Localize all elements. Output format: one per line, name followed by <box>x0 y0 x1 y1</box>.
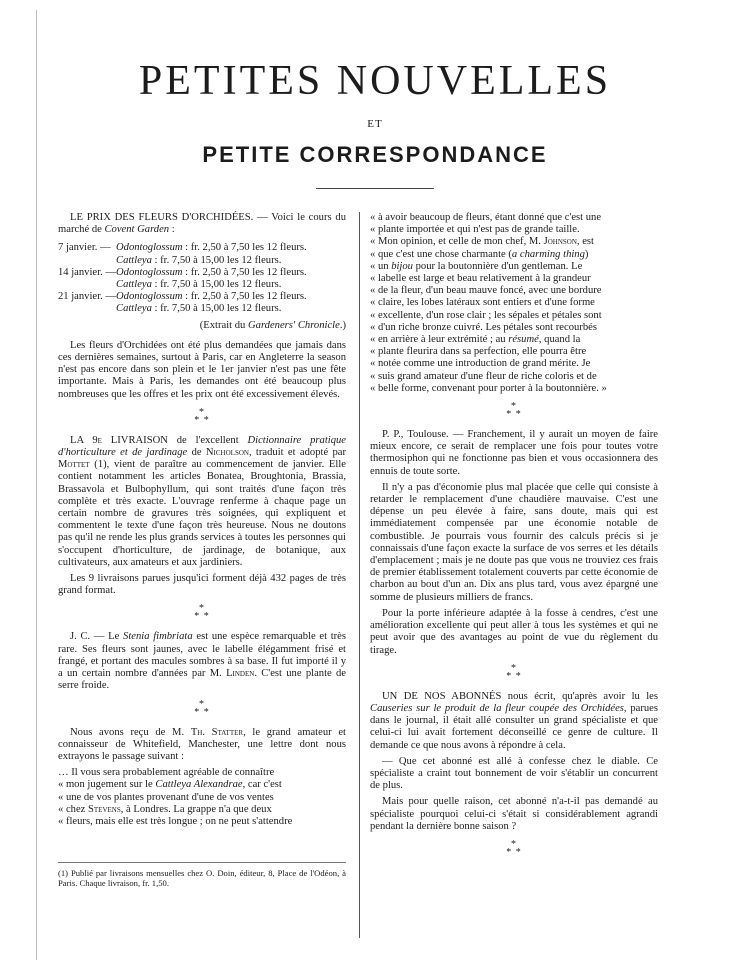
quote-line: « que c'est une chose charmante (a charming thing) <box>370 248 589 260</box>
jc-paragraph: J. C. — Le Stenia fimbriata est une espèce remarquable et très rare. Ses fleurs sont jaunes, avec le labelle élégamment frisé et frangé, et portant des macules sombres à sa base. Il fut importé il y a un certain nombre d'années par M. Linden. C'est une plante de serre froide. <box>58 631 347 692</box>
quote-line: « plante importée et qui n'est pas de grande taille. <box>370 224 580 236</box>
price-list <box>58 242 346 315</box>
price-row: 7 janvier. — Odontoglossum : fr. 2,50 à 7,50 les 12 fleurs. <box>58 242 307 254</box>
pp-paragraph: P. P., Toulouse. — Franchement, il y aurait un moyen de faire mieux encore, ce serait de remplacer une fois pour toutes votre thermosiphon qui ne fonctionne pas bien et vous occasionnera des ennuis de toute sorte. <box>370 429 658 477</box>
livraison-pages: Les 9 livraisons parues jusqu'ici forment déjà 432 pages de très grand format. <box>58 573 346 597</box>
section-separator: * * * <box>506 401 522 421</box>
quote-line: « Mon opinion, et celle de mon chef, M. Johnson, est <box>370 236 594 248</box>
quote-line: « notée comme une introduction de grand mérite. Je <box>370 358 591 370</box>
price-row: 21 janvier. — Odontoglossum : fr. 2,50 à 7,50 les 12 fleurs. <box>58 291 307 303</box>
abonne-paragraph: UN DE NOS ABONNÉS nous écrit, qu'après avoir lu les Causeries sur le produit de la fleur coupée des Orchidées, parues dans le journal, il était allé consulter un grand spécialiste et que celui-ci lui avait fortement déconseillé ce genre de culture. Il demande ce que nous avons à répondre à cela. <box>370 690 658 751</box>
price-row: 14 janvier. — Odontoglossum : fr. 2,50 à 7,50 les 12 fleurs. <box>58 266 307 278</box>
statter-paragraph: Nous avons reçu de M. Th. Statter, le grand amateur et connaisseur de Whitefield, Manchester, une lettre dont nous extrayons le passage suivant : <box>58 726 346 762</box>
footnote-rule <box>58 862 346 863</box>
price-row: Cattleya : fr. 7,50 à 15,00 les 12 fleurs. <box>116 279 282 291</box>
quote-line: … Il vous sera probablement agréable de connaître <box>58 767 275 779</box>
footnote: (1) Publié par livraisons mensuelles chez O. Doin, éditeur, 8, Place de l'Odéon, à Paris. Chaque livraison, fr. 1,50. <box>58 868 346 889</box>
section-separator: * * * <box>506 662 522 682</box>
quote-line: « de la fleur, d'un beau mauve foncé, avec une bordure <box>370 285 602 297</box>
column-divider <box>359 212 360 938</box>
price-row: Cattleya : fr. 7,50 à 15,00 les 12 fleurs. <box>116 303 282 315</box>
prix-body: Les fleurs d'Orchidées ont été plus demandées que jamais dans ces dernières semaines, surtout à Paris, car en Angleterre la season n'est pas encore dans son plein et le 1er janvier n'est pas une fête importante. Mais à Paris, les demandes ont été beaucoup plus nombreuses que les offres et les prix ont été excessivement élevés. <box>58 339 346 400</box>
page-title: PETITES NOUVELLES <box>138 58 612 104</box>
section-separator: * * * <box>194 698 210 718</box>
livraison-paragraph: LA 9e LIVRAISON de l'excellent Dictionnaire pratique d'horticulture et de jardinage de Nicholson, traduit et adopté par Mottet (1), vient de paraître au commencement de janvier. Elle contient notamment les articles Bonatea, Broughtonia, Brassia, Brassavola et Bulbophyllum, qui sont traités d'une façon très complète et très exacte. L'ouvrage renferme à chaque page un certain nombre de gravures très soignées, qui expliquent et commentent le texte d'une façon très heureuse. Nous ne doutons pas qu'il ne rende les plus grands services à toutes les personnes qui s'occupent d'horticulture, de jardinage, de botanique, aux cultivateurs, aux amateurs et aux jardiniers. <box>58 434 347 568</box>
prix-paragraph: LE PRIX DES FLEURS D'ORCHIDÉES. — Voici le cours du marché de Covent Garden : <box>58 212 347 236</box>
quote-line: « fleurs, mais elle est très longue ; on ne peut s'attendre <box>58 815 293 827</box>
abonne-paragraph-3: Mais pour quelle raison, cet abonné n'a-t-il pas demandé au spécialiste pourquoi celui-ci s'était si considérablement agrandi pendant la dernière bonne saison ? <box>370 796 658 832</box>
quote-line: « d'un riche bronze cuivré. Les pétales sont recourbés <box>370 321 597 333</box>
pp-paragraph-3: Pour la porte inférieure adaptée à la fosse à cendres, c'est une amélioration excellente qui peut aller à tous les systèmes et qui ne peut avoir que des avantages au point de vue du règlement du tirage. <box>370 607 658 656</box>
abonne-paragraph-2: — Que cet abonné est allé à confesse chez le diable. Ce spécialiste a craint tout bonnement de voir s'établir un concurrent de plus. <box>370 755 658 792</box>
title-conjunction: ET <box>367 118 383 130</box>
quote-line: « en arrière à leur extrémité ; au résumé, quand la <box>370 334 581 346</box>
prix-heading: LE PRIX DES FLEURS D'ORCHIDÉES. <box>70 212 254 223</box>
quote-line: « plante fleurira dans sa perfection, elle pourra être <box>370 346 587 358</box>
section-separator: * * * <box>506 838 522 858</box>
section-separator: * * * <box>194 406 210 426</box>
pp-paragraph-2: Il n'y a pas d'économie plus mal placée que celle qui consiste à retarder le remplacement d'une chaudière mauvaise. C'est une dépense un peu élevée à faire, sans doute, mais qui est immédiatement compensée par une économie notable de combustible. Je pourrais vous fournir des calculs précis si je connaissais d'une façon exacte la surface de vos serres et les détails d'emplacement ; mais je ne doute pas que vous ne trouviez ces frais de premier établissement totalement couverts par cette économie de charbon au bout d'un an. Dix ans plus tard, vous avez épargné une somme de plusieurs milliers de francs. <box>370 481 658 603</box>
quote-line: « excellente, d'un rose clair ; les sépales et pétales sont <box>370 309 602 321</box>
quote-line: « mon jugement sur le Cattleya Alexandrae, car c'est <box>58 779 282 791</box>
left-column <box>58 212 346 828</box>
quote-line: « belle forme, convenant pour porter à la boutonnière. » <box>370 382 607 394</box>
title-rule <box>316 188 434 189</box>
page-subtitle: PETITE CORRESPONDANCE <box>202 142 548 167</box>
right-column <box>370 212 658 867</box>
quote-line: « claire, les lobes latéraux sont entiers et d'une forme <box>370 297 595 309</box>
price-row: Cattleya : fr. 7,50 à 15,00 les 12 fleurs. <box>116 254 282 266</box>
source-citation: (Extrait du Gardeners' Chronicle.) <box>199 319 346 331</box>
quote-line: « une de vos plantes provenant d'une de vos ventes <box>58 791 274 803</box>
quote-line: « un bijou pour la boutonnière d'un gentleman. Le <box>370 260 583 272</box>
section-separator: * * * <box>194 603 210 623</box>
quote-line: « à avoir beaucoup de fleurs, étant donné que c'est une <box>370 212 602 223</box>
quote-line: « labelle est large et beau relativement à la grandeur <box>370 273 591 285</box>
quote-line: « chez Stevens, à Londres. La grappe n'a que deux <box>58 803 272 815</box>
quote-line: « suis grand amateur d'une fleur de riche coloris et de <box>370 370 597 382</box>
